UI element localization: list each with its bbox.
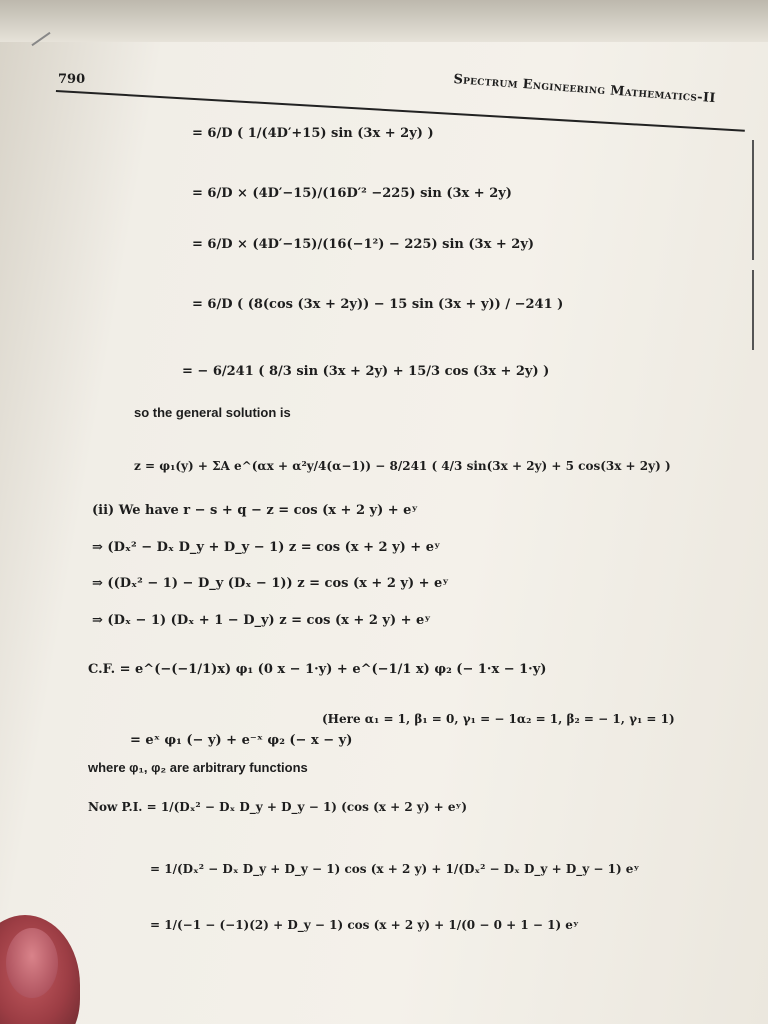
equation-line: = 1/(−1 − (−1)(2) + D_y − 1) cos (x + 2 y) + 1/(0 − 0 + 1 − 1) eʸ [150,918,579,932]
thumbnail-image [6,928,58,998]
equation-line: = 6/D × (4D′−15)/(16(−1²) − 225) sin (3x + 2y) [192,237,535,252]
equation-line: ⇒ (Dₓ² − Dₓ D_y + D_y − 1) z = cos (x + 2 y) + eʸ [92,540,441,555]
equation-line: = 6/D ( 1/(4D′+15) sin (3x + 2y) ) [192,126,434,141]
equation-line: = 6/D ( (8(cos (3x + 2y)) − 15 sin (3x + y)) / −241 ) [192,297,564,312]
equation-line: = − 6/241 ( 8/3 sin (3x + 2y) + 15/3 cos (3x + 2y) ) [182,364,550,379]
page-number: 790 [58,72,86,87]
text-line: where φ₁, φ₂ are arbitrary functions [88,760,308,775]
text-line: so the general solution is [134,405,291,420]
equation-line: C.F. = e^(−(−1/1)x) φ₁ (0 x − 1·y) + e^(−1/1 x) φ₂ (− 1·x − 1·y) [88,662,547,677]
equation-line: ⇒ ((Dₓ² − 1) − D_y (Dₓ − 1)) z = cos (x + 2 y) + eʸ [92,576,449,591]
margin-line [752,140,754,260]
equation-line: ⇒ (Dₓ − 1) (Dₓ + 1 − D_y) z = cos (x + 2 y) + eʸ [92,613,431,628]
equation-line: (Here α₁ = 1, β₁ = 0, γ₁ = − 1α₂ = 1, β₂ = − 1, γ₁ = 1) [322,712,675,726]
margin-line [752,270,754,350]
equation-line: Now P.I. = 1/(Dₓ² − Dₓ D_y + D_y − 1) (cos (x + 2 y) + eʸ) [88,800,468,814]
equation-line: = 6/D × (4D′−15)/(16D′² −225) sin (3x + 2y) [192,186,512,201]
equation-line: z = φ₁(y) + ΣA e^(αx + α²y/4(α−1)) − 8/241 ( 4/3 sin(3x + 2y) + 5 cos(3x + 2y) ) [134,459,671,473]
equation-line: = 1/(Dₓ² − Dₓ D_y + D_y − 1) cos (x + 2 y) + 1/(Dₓ² − Dₓ D_y + D_y − 1) eʸ [150,862,640,876]
page-top-shadow [0,0,768,42]
equation-line: (ii) We have r − s + q − z = cos (x + 2 y) + eʸ [92,503,418,518]
equation-line: = eˣ φ₁ (− y) + e⁻ˣ φ₂ (− x − y) [130,733,353,748]
running-title: Spectrum Engineering Mathematics-II [452,72,717,107]
